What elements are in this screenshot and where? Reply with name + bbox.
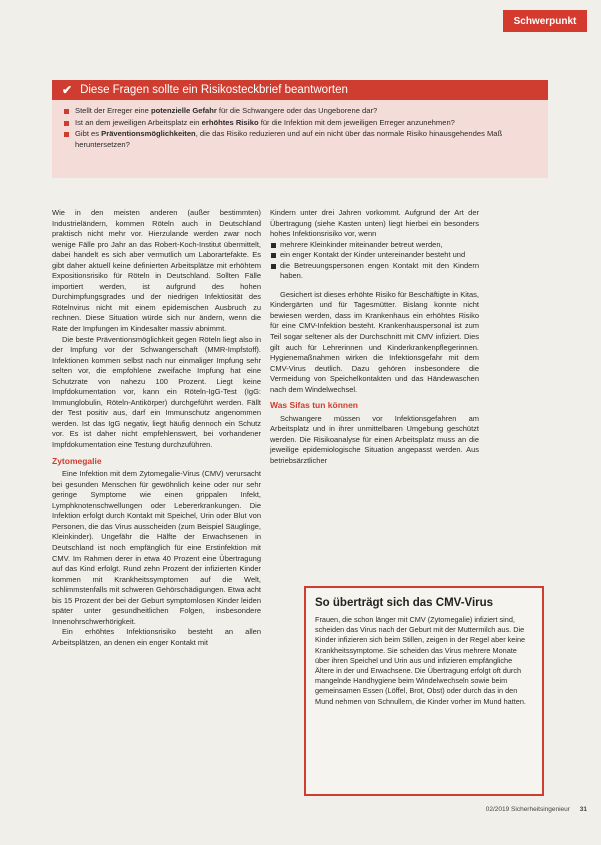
- question-item: Stellt der Erreger eine potenzielle Gefahr für die Schwangere oder das Ungeborene dar?: [64, 106, 536, 117]
- section-heading-zytomegalie: Zytomegalie: [52, 455, 102, 466]
- paragraph: Eine Infektion mit dem Zytomegalie-Virus (CMV) verursacht bei gesunden Menschen für gewöhnlich keine oder nur sehr geringe Symptome wie einen grippalen Infekt, Lymphknotenschwellungen oder Lebererkrankungen. Die Infektion erfolgt durch Kontakt mit Speichel, Urin oder Blut von Personen, die das Virus ausscheiden (zum Beispiel Säuglinge, Kleinkinder). Ungefähr die Hälfte der Erwachsenen in Deutschland ist noch empfänglich für eine Erstinfektion mit CMV. Im Rahmen derer in etwa 40 Prozent eine Übertragung auf das Kind erfolgt. Rund zehn Prozent der infizierten Kinder kommen mit Krankheitssymptomen auf die Welt, schlimmstenfalls mit schweren Gehörschädigungen. Etwa acht bis 15 Prozent der bei der Geburt symptomlosen Kinder leiden später unter gesundheitlichen Folgen, insbesondere Innenohrschwerhörigkeit.: [52, 469, 261, 626]
- list-item: die Betreuungspersonen engen Kontakt mit den Kindern haben.: [270, 261, 479, 282]
- paragraph: Die beste Präventionsmöglichkeit gegen Röteln liegt also in der Impfung vor der Schwangerschaft (MMR-Impfstoff). Infektionen kommen selbst nach nur einmaliger Impfung sehr selten vor, die empfohlene zweifache Impfung hat eine Schutzrate von nahezu 100 Prozent. Liegt keine Impfdokumentation vor, kann ein Röteln-IgG-Test (IgG: Immunglobulin, Röteln-Antikörper) durchgeführt werden. Fällt der Test positiv aus, darf ein Immunschutz angenommen werden. Ist das IgG negativ, liegt häufig dennoch ein Schutz vor. Es ist daher nicht empfehlenswert, bei vorhandener Impfdokumentation eine Testung durchzuführen.: [52, 334, 261, 450]
- question-list: [64, 106, 536, 150]
- question-item: Gibt es Präventionsmöglichkeiten, die das Risiko reduzieren und auf ein nicht über das normale Risiko hinausgehendes Maß heruntersetzen?: [64, 129, 536, 150]
- questions-box-header: [52, 80, 548, 100]
- cmv-info-box: [304, 586, 544, 796]
- risk-bullet-list: [270, 240, 479, 282]
- page-footer: [486, 806, 587, 813]
- right-column: [270, 208, 479, 467]
- questions-box: [52, 80, 548, 178]
- question-item: Ist an dem jeweiligen Arbeitsplatz ein erhöhtes Risiko für die Infektion mit dem jeweiligen Erreger anzunehmen?: [64, 118, 536, 129]
- paragraph: Gesichert ist dieses erhöhte Risiko für Beschäftigte in Kitas, Kindergärten und für Tagesmütter. Bislang konnte nicht bewiesen werden, dass im Krankenhaus ein erhöhtes Risiko für eine CMV-Infektion besteht. Krankenhauspersonal ist zum Teil sogar seltener als der Durchschnitt mit CMV infiziert. Dies gilt auch für Lehrerinnen und Kinderkrankenpflegerinnen. Hygienemaßnahmen wirken die Infektionsgefahr mit dem CMV-Virus deutlich. Dazu gehören insbesondere die Vermeidung von Speichelkontakten und das Händewaschen nach dem Windelwechsel.: [270, 289, 479, 394]
- paragraph: Schwangere müssen vor Infektionsgefahren am Arbeitsplatz und in ihrer unmittelbaren Umgebung geschützt werden. Die Risikoanalyse für einen Arbeitsplatz muss an die jeweilige epidemiologische Situation angepasst werden. Aus betriebsärztlicher: [270, 413, 479, 466]
- paragraph: Wie in den meisten anderen (außer bestimmten) Industrieländern, kommen Röteln auch in Deutschland praktisch nicht mehr vor. Hierzulande werden zwar noch wenige Fälle pro Jahr an das Robert-Koch-Institut übermittelt, dabei handelt es sich aber vermutlich um Laborartefakte. Es gibt daher aktuell keine definierten Arbeitsplätze mit erhöhtem Expositionsrisiko für Röteln in Deutschland. Sollten Fälle importiert werden, ist aufgrund des hohen Durchimpfungsgrades und der niedrigen Infektiosität des Rötelnvirus nicht mit einem epidemischen Ausbruch zu rechnen. Diese Situation würde sich nur ändern, wenn die Rate der Impfungen im Kindesalter massiv abnimmt.: [52, 208, 261, 334]
- paragraph: Ein erhöhtes Infektionsrisiko besteht an allen Arbeitsplätzen, an denen ein enger Kontakt mit: [52, 627, 261, 647]
- list-item: mehrere Kleinkinder miteinander betreut werden,: [270, 240, 479, 251]
- checkmark-icon: ✔: [62, 83, 73, 97]
- page-number: 31: [579, 806, 587, 813]
- info-box-text: Frauen, die schon länger mit CMV (Zytomegalie) infiziert sind, scheiden das Virus nach der Geburt mit der Muttermilch aus. Die Kinder infizieren sich beim Stillen, zeigen in der Regel aber keine Krankheitssymptome. Sie scheiden das Virus mehrere Monate über ihren Speichel und Urin aus und infizieren empfängliche Ältere in der und Erwachsene. Die Übertragung erfolgt oft durch mangelnde Handhygiene beim Windelwechseln sowie beim gemeinsamen Essen (Löffel, Brot, Obst) oder durch das in den Mund nehmen von Schnullern, die Kinder vorher im Mund hatten.: [315, 615, 526, 706]
- issue-label: 02/2019 Sicherheitsingenieur: [485, 806, 570, 813]
- paragraph: Kindern unter drei Jahren vorkommt. Aufgrund der Art der Übertragung (siehe Kasten unten) liegt hierbei ein besonders hohes Infektionsrisiko vor, wenn: [270, 208, 479, 239]
- info-box-title: So überträgt sich das CMV-Virus: [315, 597, 494, 609]
- section-badge: Schwerpunkt: [503, 10, 587, 32]
- section-heading-sifas: Was Sifas tun können: [270, 400, 359, 411]
- questions-box-title: Diese Fragen sollte ein Risikosteckbrief beantworten: [80, 84, 348, 96]
- questions-box-body: [52, 100, 548, 178]
- list-item: ein enger Kontakt der Kinder untereinander besteht und: [270, 250, 479, 261]
- left-column: [52, 208, 261, 648]
